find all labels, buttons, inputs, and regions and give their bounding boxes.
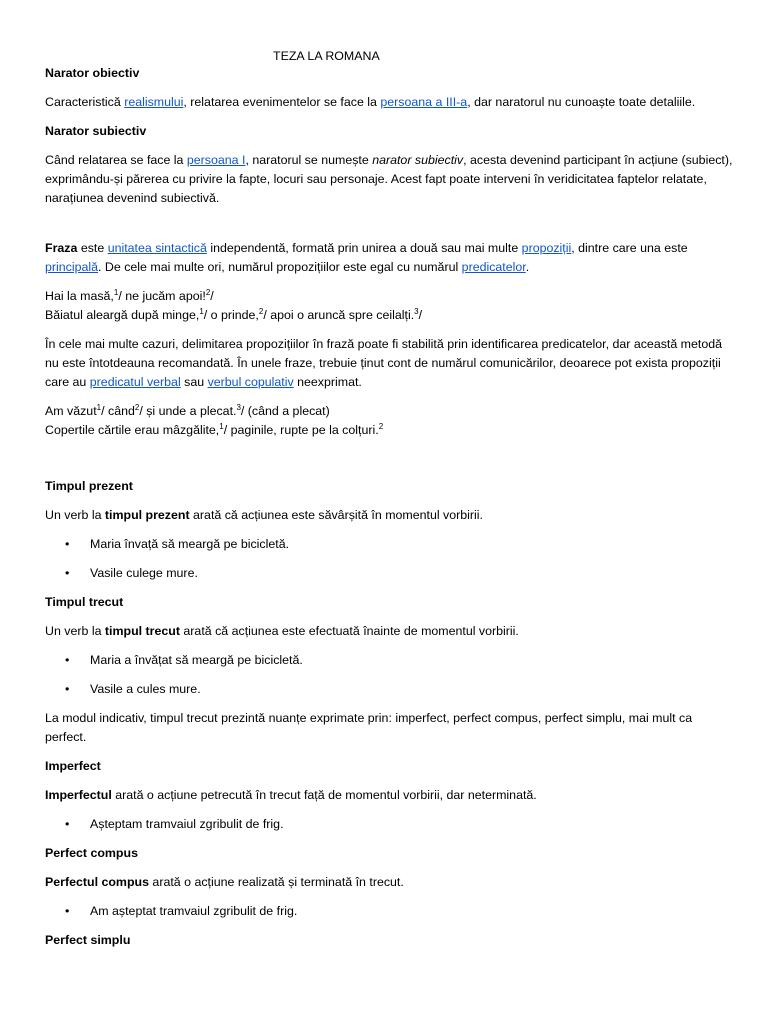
superscript-index: 1 [96,402,102,412]
superscript-index: 2 [378,421,384,431]
paragraph-timpul-trecut [45,622,735,641]
link-principala[interactable]: principală [45,260,99,274]
list-item: • Maria învață să meargă pe bicicletă. [45,535,735,554]
text-run: / ne jucăm apoi! [118,289,206,303]
list-item: • Vasile culege mure. [45,564,735,583]
text-run: arată o acțiune realizată și terminată în trecut. [148,875,404,889]
example-block-2 [45,402,735,440]
link-persoana-i[interactable]: persoana I [186,153,246,167]
text-run: arată că acțiunea este efectuată înainte de momentul vorbirii. [179,624,519,638]
superscript-index: 2 [205,287,211,297]
list-perfect-compus [45,902,735,921]
heading-timpul-prezent: Timpul prezent [45,479,133,493]
link-propozitii[interactable]: propoziții [521,241,572,255]
list-item: • Vasile a cules mure. [45,680,735,699]
spacer [45,218,735,239]
link-predicatelor[interactable]: predicatelor [461,260,526,274]
text-run: / (când a plecat) [240,404,330,418]
link-predicatul-verbal[interactable]: predicatul verbal [89,375,181,389]
superscript-index: 1 [199,306,204,316]
example-block-1 [45,287,735,325]
text-run: / o prinde, [203,308,259,322]
list-item: • Am așteptat tramvaiul zgribulit de frig. [45,902,735,921]
text-run: , dintre care una este [571,241,688,255]
text-run: / [210,289,214,303]
text-run: / [418,308,423,322]
link-verbul-copulativ[interactable]: verbul copulativ [207,375,294,389]
text-run: , acesta devenind participant în acțiune (subiect), exprimându-și părerea cu privire la fapte, locuri sau personaje. Acest fapt poate interveni în veridicitatea faptelor relatate, narațiunea devenind subiectivă. [45,153,733,205]
spacer [45,450,735,477]
heading-narator-obiectiv: Narator obiectiv [45,66,140,80]
superscript-index: 2 [134,402,140,412]
list-imperfect [45,815,735,834]
text-run: Hai la masă, [45,289,114,303]
superscript-index: 1 [219,421,224,431]
emphasis-narator-subiectiv: narator subiectiv [372,153,464,167]
bold-timpul-prezent: timpul prezent [104,508,190,522]
text-run: Când relatarea se face la [45,153,187,167]
text-run: Băiatul aleargă după minge, [45,308,200,322]
superscript-index: 1 [113,287,119,297]
heading-perfect-simplu: Perfect simplu [45,933,131,947]
bold-imperfectul: Imperfectul [45,788,112,802]
text-run: Un verb la [45,624,105,638]
superscript-index: 2 [258,306,264,316]
text-run: / paginile, rupte pe la colțuri. [223,423,379,437]
link-persoana-a-iii-a[interactable]: persoana a III-a [380,95,468,109]
text-run: În cele mai multe cazuri, delimitarea propozițiilor în frază poate fi stabilită prin identificarea predicatelor, dar această metodă nu este întotdeauna recomandată. În unele fraze, trebuie ținut cont de numărul comunicărilor, deoarece pot exista propoziții care au [45,337,723,389]
heading-perfect-compus: Perfect compus [45,846,138,860]
bold-perfectul-compus: Perfectul compus [45,875,149,889]
list-item: • Maria a învățat să meargă pe bicicletă. [45,651,735,670]
heading-imperfect: Imperfect [45,759,101,773]
text-run: independentă, formată prin unirea a două sau mai multe [206,241,522,255]
text-run: Copertile cărtile erau mâzgălite, [45,423,220,437]
paragraph-narator-subiectiv [45,151,735,208]
text-run: / când [101,404,135,418]
text-run: , naratorul se numește [245,153,373,167]
text-run: sau [180,375,208,389]
heading-narator-subiectiv: Narator subiectiv [45,124,147,138]
list-timpul-trecut [45,651,735,699]
text-run: este [77,241,108,255]
text-run: arată că acțiunea este săvârșită în momentul vorbirii. [189,508,483,522]
paragraph-modul-indicativ: La modul indicativ, timpul trecut prezintă nuanțe exprimate prin: imperfect, perfect compus, perfect simplu, mai mult ca perfect. [45,711,693,744]
link-realismului[interactable]: realismului [124,95,184,109]
list-timpul-prezent [45,535,735,583]
list-item: • Așteptam tramvaiul zgribulit de frig. [45,815,735,834]
text-run: Am văzut [45,404,97,418]
text-run: Un verb la [45,508,105,522]
link-unitatea-sintactica[interactable]: unitatea sintactică [107,241,207,255]
document-body [45,64,735,960]
superscript-index: 3 [414,306,419,316]
bold-timpul-trecut: timpul trecut [104,624,180,638]
paragraph-narator-obiectiv [45,93,735,112]
bold-fraza: Fraza [45,241,78,255]
text-run: neexprimat. [293,375,362,389]
text-run: arată o acțiune petrecută în trecut față de momentul vorbirii, dar neterminată. [111,788,537,802]
text-run: Caracteristică [45,95,125,109]
document-title: TEZA LA ROMANA [273,49,380,63]
paragraph-timpul-prezent [45,506,735,525]
superscript-index: 3 [236,402,241,412]
text-run: . De cele mai multe ori, numărul propozițiilor este egal cu numărul [98,260,462,274]
paragraph-delimitare [45,335,735,392]
text-run: / apoi o aruncă spre ceilalți. [263,308,415,322]
text-run: / și unde a plecat. [139,404,237,418]
paragraph-fraza [45,239,735,277]
text-run: , relatarea evenimentelor se face la [183,95,381,109]
paragraph-perfect-compus [45,873,735,892]
text-run: , dar naratorul nu cunoaște toate detaliile. [467,95,696,109]
heading-timpul-trecut: Timpul trecut [45,595,124,609]
paragraph-imperfect [45,786,735,805]
text-run: . [525,260,530,274]
